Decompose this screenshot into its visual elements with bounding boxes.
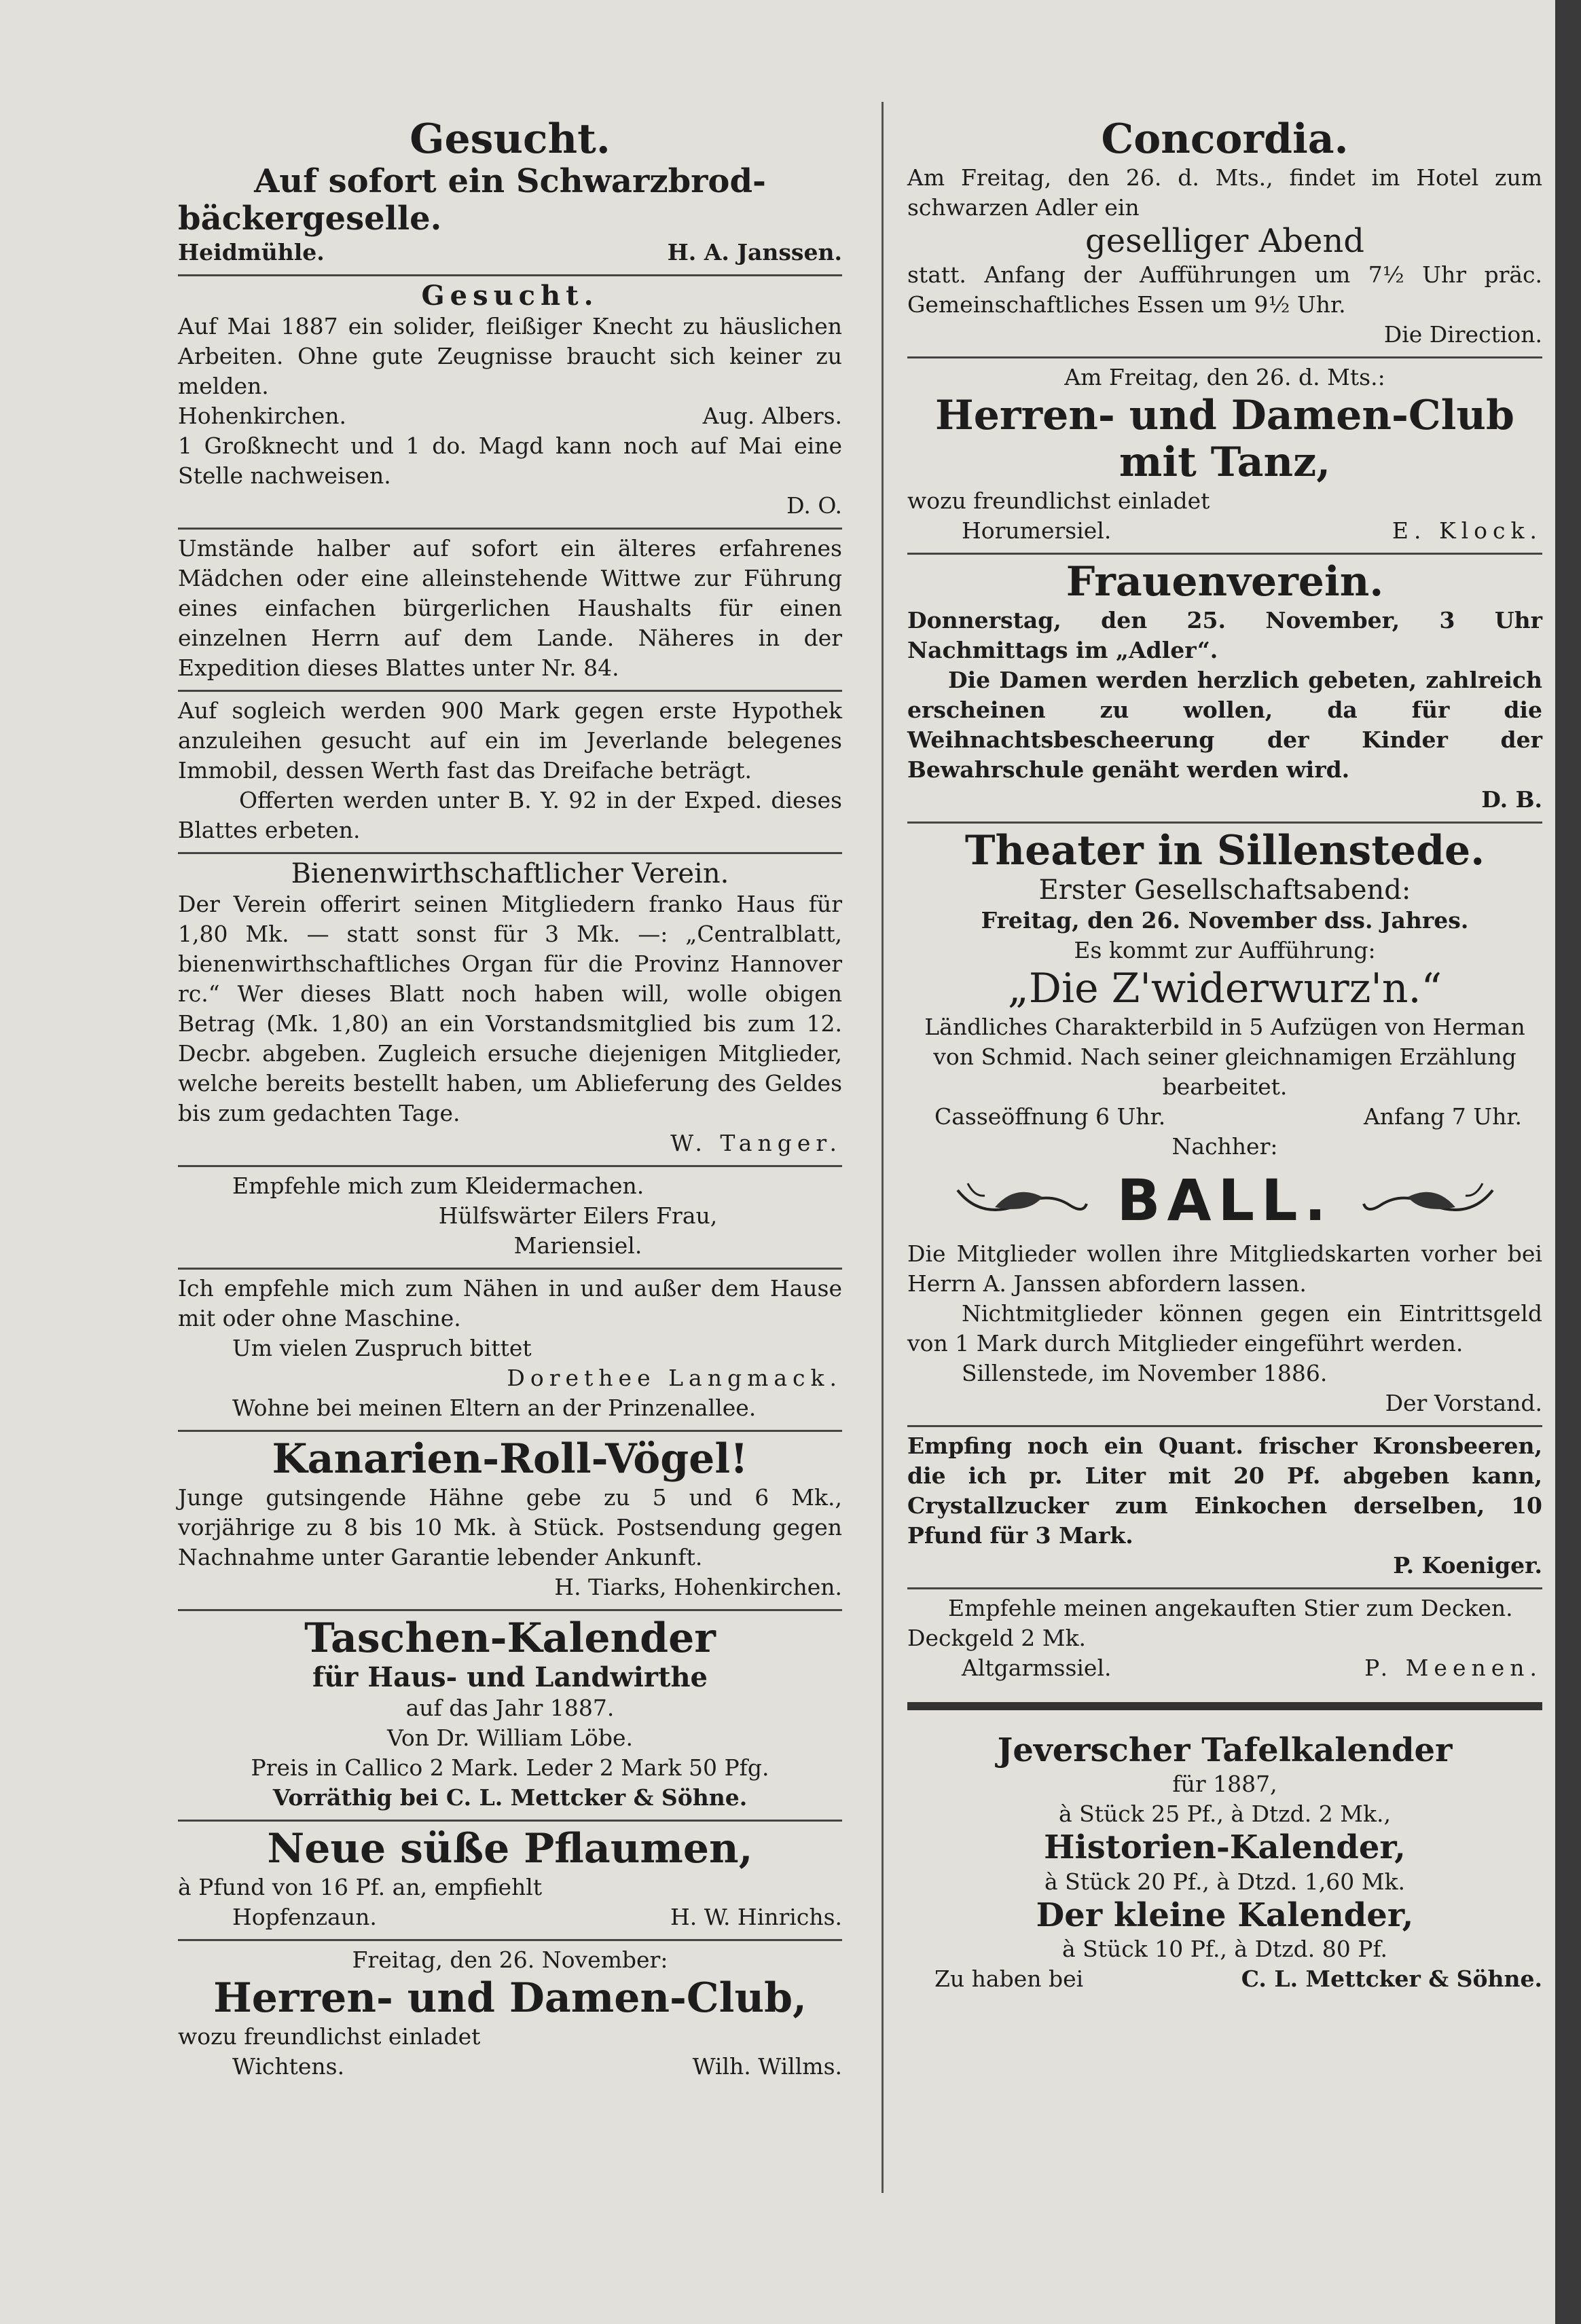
ad-text: Die Mitglieder wollen ihre Mitgliedskarten vorher bei Herrn A. Janssen abfordern lassen.: [907, 1240, 1542, 1297]
ad-signature-row: [907, 1964, 1542, 1994]
ad-signature: D. B.: [1481, 786, 1542, 813]
ad-name: E. Klock.: [1392, 517, 1542, 545]
ornament-right-icon: [1360, 1177, 1496, 1224]
ad-signature: P. Koeniger.: [1393, 1552, 1542, 1579]
ad-baker-wanted: [178, 112, 842, 276]
page-edge: [1555, 0, 1581, 2324]
ad-signature-row: [178, 1902, 842, 1932]
ad-text: Offerten werden unter B. Y. 92 in der Exped. dieses Blattes erbeten.: [178, 787, 842, 844]
ad-title: Neue süße Pflaumen,: [267, 1825, 753, 1873]
ad-date: Sillenstede, im November 1886.: [962, 1360, 1328, 1387]
ad-title: Frauenverein.: [1066, 558, 1384, 606]
ad-title: Der kleine Kalender,: [1036, 1896, 1414, 1934]
ad-farmhand-wanted: [178, 276, 842, 530]
ad-text: für 1887,: [1172, 1771, 1277, 1798]
ad-subtitle: geselliger Abend: [1085, 222, 1364, 260]
ad-name: H. W. Hinrichs.: [670, 1904, 842, 1931]
ad-text: Der Verein offerirt seinen Mitgliedern franko Haus für 1,80 Mk. — statt sonst für 3 Mk. —: „Centralblatt, bienenwirthschaftliches Organ für die Provinz Hannover rc.“ Wer dieses Blatt noch haben will, wolle obigen Betrag (Mk. 1,80) an ein Vorstandsmitglied bis zum 12. Decbr. abgeben. Zugleich ersuche diejenigen Mitglieder, welche bereits bestellt haben, um Ablieferung des Geldes bis zum gedachten Tage.: [178, 891, 842, 1127]
ad-signature-row: [178, 238, 842, 268]
ad-text: Freitag, den 26. November:: [352, 1947, 668, 1974]
ad-text: Von Dr. William Löbe.: [387, 1724, 633, 1752]
ad-signature-row: [178, 2052, 842, 2082]
right-column: [907, 112, 1542, 2001]
ad-text: Donnerstag, den 25. November, 3 Uhr Nachmittags im „Adler“.: [907, 607, 1542, 664]
ad-text: Empfehle mich zum Kleidermachen.: [232, 1173, 644, 1200]
play-title: „Die Z'widerwurz'n.“: [1007, 965, 1442, 1013]
ad-text: statt. Anfang der Aufführungen um 7½ Uhr präc. Gemeinschaftliches Essen um 9½ Uhr.: [907, 261, 1542, 318]
ad-title: Bienenwirthschaftlicher Verein.: [291, 858, 729, 890]
ad-text: Auf Mai 1887 ein solider, fleißiger Knecht zu häuslichen Arbeiten. Ohne gute Zeugnisse braucht sich keiner zu melden.: [178, 313, 842, 400]
ad-title: Gesucht.: [410, 115, 611, 163]
ad-pocket-calendar: [178, 1611, 842, 1822]
ad-text: Empfehle meinen angekauften Stier zum Decken.: [948, 1595, 1513, 1622]
ad-text: Junge gutsingende Hähne gebe zu 5 und 6 Mk., vorjährige zu 8 bis 10 Mk. à Stück. Postsendung gegen Nachnahme unter Garantie lebender Ankunft.: [178, 1484, 842, 1571]
ad-cranberries: [907, 1427, 1542, 1589]
ad-place: Altgarmssiel.: [962, 1655, 1112, 1682]
section-divider: [907, 1702, 1542, 1710]
ad-signature: Der Vorstand.: [1385, 1390, 1542, 1417]
ad-signature: D. O.: [786, 492, 842, 519]
ad-place: Heidmühle.: [178, 239, 325, 266]
ad-signature-row: [907, 1653, 1542, 1683]
ad-text: Vorräthig bei C. L. Mettcker & Söhne.: [272, 1784, 748, 1811]
ad-plums: [178, 1822, 842, 1941]
ad-calendars: [907, 1728, 1542, 2001]
ad-text: Zu haben bei: [934, 1965, 1084, 1992]
ad-name: Dorethee Langmack.: [507, 1365, 842, 1392]
ad-mortgage: [178, 692, 842, 854]
ad-name: Hülfswärter Eilers Frau,: [438, 1202, 718, 1230]
ad-title: Historien-Kalender,: [1044, 1828, 1406, 1867]
ad-text: Umstände halber auf sofort ein älteres erfahrenes Mädchen oder eine alleinstehende Wittwe zur Führung eines einfachen bürgerlichen Haushalts für einen einzelnen Herrn auf dem Lande. Näheres in der Expedition dieses Blattes unter Nr. 84.: [178, 535, 842, 682]
ad-signature-row: [178, 401, 842, 431]
ad-date: Freitag, den 26. November dss. Jahres.: [981, 907, 1469, 934]
ad-text: à Pfund von 16 Pf. an, empfiehlt: [178, 1874, 543, 1901]
ad-text: Die Damen werden herzlich gebeten, zahlreich erscheinen zu wollen, da für die Weihnachtsbescheerung der Kinder der Bewahrschule genäht werden wird.: [907, 667, 1542, 783]
ad-text: 1 Großknecht und 1 do. Magd kann noch auf Mai eine Stelle nachweisen.: [178, 432, 842, 490]
ad-text: Nachher:: [1171, 1133, 1278, 1160]
ad-headline: Auf sofort ein Schwarzbrod-: [254, 162, 766, 200]
ad-signature: Die Direction.: [1383, 321, 1542, 348]
ad-title: Concordia.: [1101, 115, 1349, 163]
ad-text: Empfing noch ein Quant. frischer Kronsbeeren, die ich pr. Liter mit 20 Pf. abgeben kann, Crystallzucker zum Einkochen derselben, 10 Pfund für 3 Mark.: [907, 1433, 1542, 1549]
ad-text: wozu freundlichst einladet: [907, 487, 1210, 515]
ad-text: Ich empfehle mich zum Nähen in und außer dem Hause mit oder ohne Maschine.: [178, 1275, 842, 1332]
ad-place: Horumersiel.: [962, 517, 1112, 545]
ad-womens-club: [907, 555, 1542, 824]
ad-title: Herren- und Damen-Club,: [213, 1974, 807, 2023]
ad-text: wozu freundlichst einladet: [178, 2023, 481, 2050]
ad-place: Mariensiel.: [513, 1232, 642, 1259]
ball-banner: [907, 1167, 1542, 1234]
ad-place: Hopfenzaun.: [232, 1904, 377, 1931]
ad-place: Hohenkirchen.: [178, 403, 347, 430]
ad-text: Nichtmitglieder können gegen ein Eintrittsgeld von 1 Mark durch Mitglieder eingeführt werden.: [907, 1300, 1542, 1357]
ad-title: mit Tanz,: [1119, 439, 1331, 487]
ad-name: H. A. Janssen.: [667, 239, 842, 266]
ad-signature: H. Tiarks, Hohenkirchen.: [554, 1574, 842, 1601]
box-office-time: Casseöffnung 6 Uhr.: [934, 1103, 1166, 1130]
ad-name: Wilh. Willms.: [692, 2053, 842, 2080]
ad-text: à Stück 20 Pf., à Dtzd. 1,60 Mk.: [1044, 1868, 1406, 1895]
ad-place: Wichtens.: [232, 2053, 345, 2080]
ad-text: Deckgeld 2 Mk.: [907, 1625, 1087, 1652]
ad-text: Auf sogleich werden 900 Mark gegen erste Hypothek anzuleihen gesucht auf ein im Jeverlande belegenes Immobil, dessen Werth fast das Dreifache beträgt.: [178, 697, 842, 784]
ad-title: Herren- und Damen-Club: [935, 392, 1514, 440]
ad-text: Am Freitag, den 26. d. Mts., findet im Hotel zum schwarzen Adler ein: [907, 164, 1542, 221]
ball-title: BALL.: [1116, 1167, 1333, 1234]
ad-sewing: [178, 1270, 842, 1432]
ad-text: à Stück 10 Pf., à Dtzd. 80 Pf.: [1061, 1935, 1388, 1962]
ad-theater: [907, 824, 1542, 1427]
ad-times-row: [907, 1102, 1542, 1132]
ad-beekeepers: [178, 854, 842, 1167]
ad-name: P. Meenen.: [1364, 1655, 1542, 1682]
ad-canaries: [178, 1432, 842, 1611]
ad-bull: [907, 1589, 1542, 1690]
ad-subtitle: für Haus- und Landwirthe: [312, 1661, 708, 1694]
ad-text: Wohne bei meinen Eltern an der Prinzenallee.: [232, 1395, 757, 1422]
ad-text: Um vielen Zuspruch bittet: [232, 1335, 532, 1362]
ad-text: Ländliches Charakterbild in 5 Aufzügen von Herman von Schmid. Nach seiner gleichnamigen Erzählung bearbeitet.: [924, 1014, 1525, 1101]
ad-signature-row: [907, 516, 1542, 546]
ad-title: Gesucht.: [421, 280, 599, 312]
ad-text: à Stück 25 Pf., à Dtzd. 2 Mk.,: [1058, 1801, 1392, 1828]
ad-subtitle: Erster Gesellschaftsabend:: [1038, 874, 1411, 906]
ad-club-wichtens: [178, 1941, 842, 2088]
ad-signature: W. Tanger.: [670, 1130, 842, 1157]
ad-text: Es kommt zur Aufführung:: [1074, 937, 1376, 964]
ad-title: Jeverscher Tafelkalender: [997, 1731, 1453, 1770]
ad-text: Am Freitag, den 26. d. Mts.:: [1064, 364, 1385, 391]
ad-text: auf das Jahr 1887.: [405, 1695, 615, 1722]
ad-title: Taschen-Kalender: [304, 1615, 716, 1663]
start-time: Anfang 7 Uhr.: [1363, 1103, 1522, 1130]
ad-concordia: [907, 112, 1542, 358]
left-column: [178, 112, 842, 2088]
ad-housekeeper: [178, 530, 842, 692]
column-divider: [882, 102, 884, 2193]
ad-headline: bäckergeselle.: [178, 200, 442, 238]
ad-title: Theater in Sillenstede.: [964, 827, 1485, 875]
ornament-left-icon: [954, 1177, 1090, 1224]
ad-name: Aug. Albers.: [702, 403, 842, 430]
ad-title: Kanarien-Roll-Vögel!: [272, 1435, 748, 1483]
ad-dressmaking: [178, 1167, 842, 1270]
ad-text: Preis in Callico 2 Mark. Leder 2 Mark 50 Pfg.: [251, 1754, 769, 1782]
ad-club-horumersiel: [907, 358, 1542, 555]
ad-name: C. L. Mettcker & Söhne.: [1241, 1965, 1542, 1992]
